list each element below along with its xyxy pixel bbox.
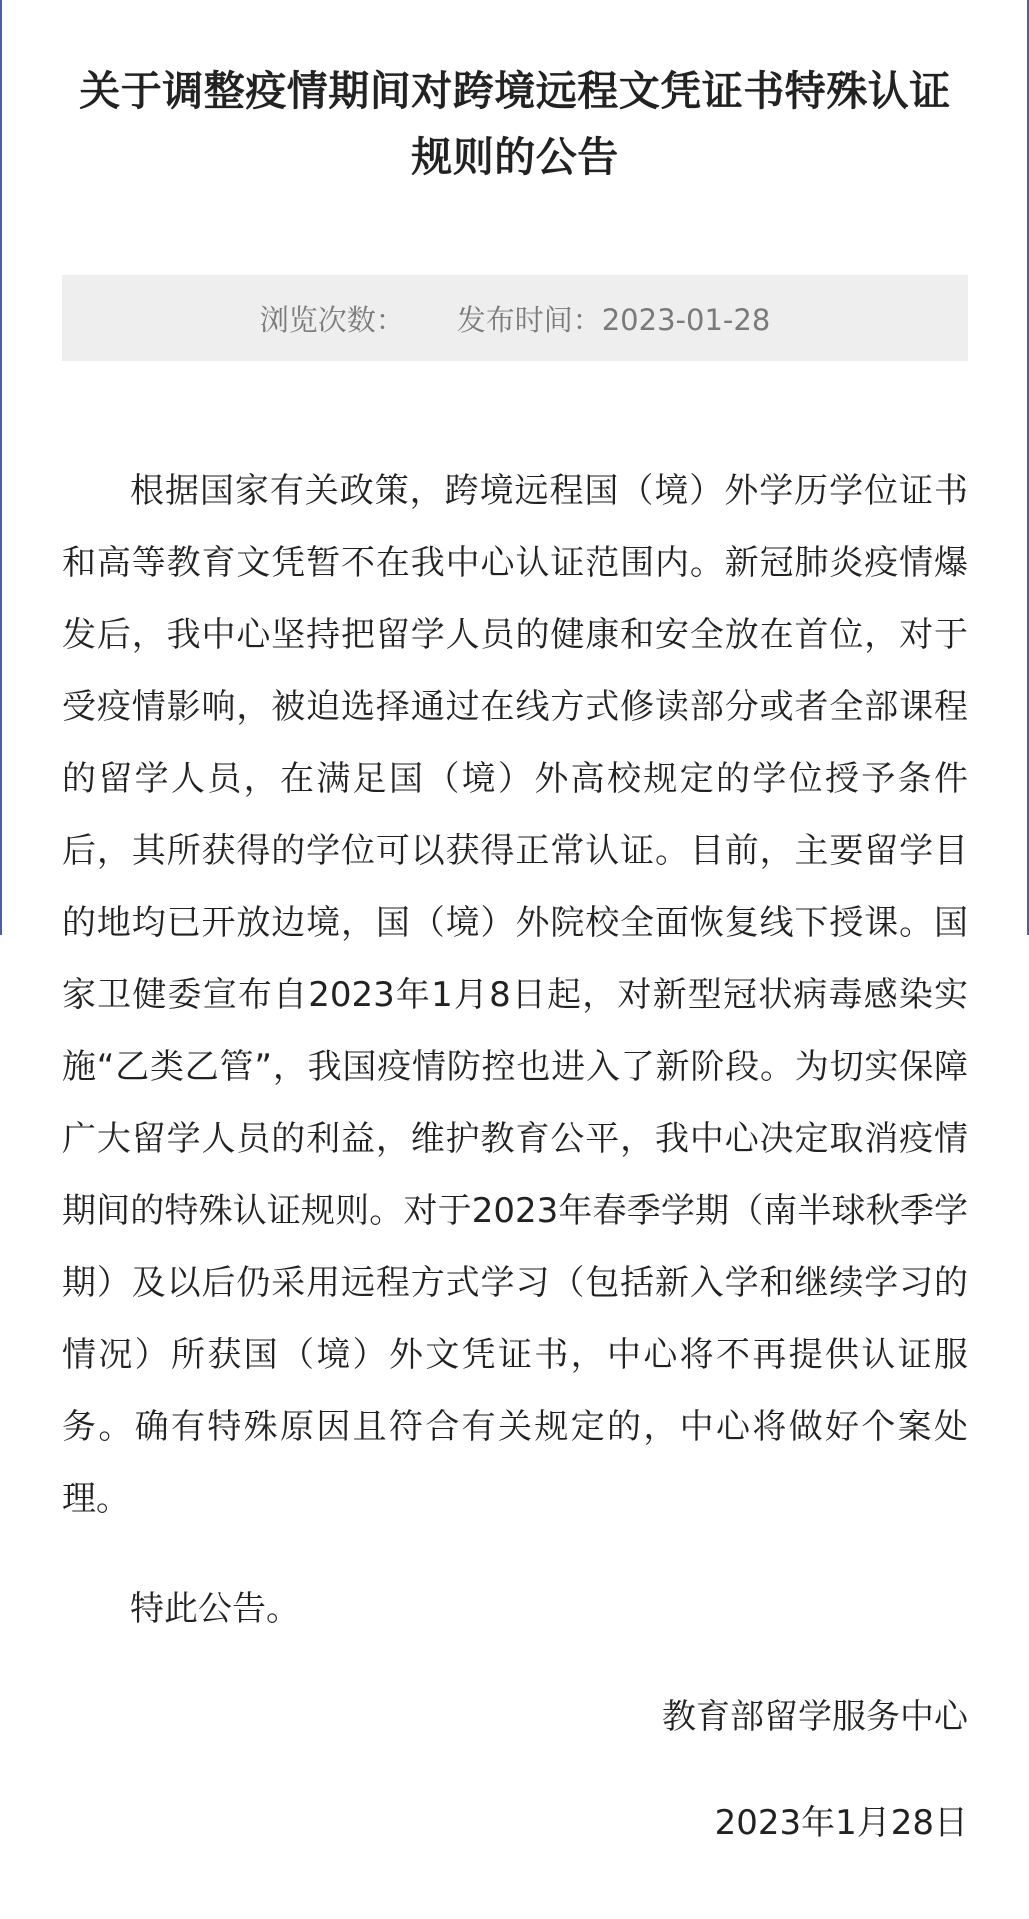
article-body — [62, 455, 968, 1859]
publish-time — [457, 298, 771, 339]
view-count-label: 浏览次数： — [259, 302, 405, 337]
signature-date: 2023年1月28日 — [714, 1803, 968, 1843]
publish-time-label: 发布时间： — [456, 302, 602, 337]
left-border-line — [0, 0, 2, 935]
issuer-signature: 教育部留学服务中心 — [662, 1697, 968, 1737]
closing-line: 特此公告。 — [130, 1589, 300, 1629]
publish-date: 2023-01-28 — [601, 302, 771, 337]
page-title: 关于调整疫情期间对跨境远程文凭证书特殊认证规则的公告 — [79, 67, 951, 181]
body-paragraph: 根据国家有关政策，跨境远程国（境）外学历学位证书和高等教育文凭暂不在我中心认证范围内。新冠肺炎疫情爆发后，我中心坚持把留学人员的健康和安全放在首位，对于受疫情影响，被迫选择通过在线方式修读部分或者全部课程的留学人员，在满足国（境）外高校规定的学位授予条件后，其所获得的学位可以获得正常认证。目前，主要留学目的地均已开放边境，国（境）外院校全面恢复线下授课。国家卫健委宣布自2023年1月8日起，对新型冠状病毒感染实施“乙类乙管”，我国疫情防控也进入了新阶段。为切实保障广大留学人员的利益，维护教育公平，我中心决定取消疫情期间的特殊认证规则。对于2023年春季学期（南半球秋季学期）及以后仍采用远程方式学习（包括新入学和继续学习的情况）所获国（境）外文凭证书，中心将不再提供认证服务。确有特殊原因且符合有关规定的，中心将做好个案处理。 — [62, 471, 968, 1519]
announcement-page — [62, 0, 968, 1859]
meta-info-bar — [62, 275, 968, 361]
